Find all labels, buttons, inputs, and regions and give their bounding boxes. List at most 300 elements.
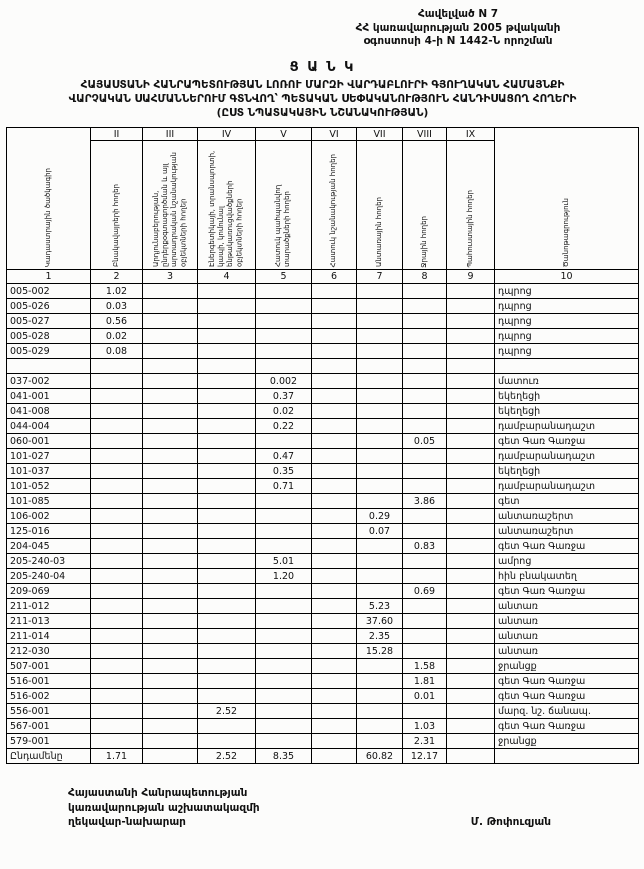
column-numbers-row bbox=[7, 270, 639, 284]
cadastral-code-cell: 516-002 bbox=[7, 689, 91, 704]
column-number: 1 bbox=[7, 270, 91, 284]
note-cell: անտառ bbox=[495, 644, 639, 659]
value-cell bbox=[91, 434, 143, 449]
value-cell: 0.05 bbox=[403, 434, 447, 449]
value-cell bbox=[198, 299, 256, 314]
header-cadastral-code-label: Կադաստրային ծածկագիր bbox=[43, 168, 52, 268]
value-cell bbox=[198, 524, 256, 539]
value-cell bbox=[357, 359, 403, 374]
total-value-cell bbox=[312, 749, 357, 764]
value-cell bbox=[198, 674, 256, 689]
value-cell bbox=[357, 464, 403, 479]
roman-numeral: IV bbox=[198, 128, 256, 141]
value-cell bbox=[403, 344, 447, 359]
value-cell bbox=[312, 449, 357, 464]
value-cell: 5.23 bbox=[357, 599, 403, 614]
column-number: 5 bbox=[256, 270, 312, 284]
value-cell bbox=[403, 329, 447, 344]
roman-numeral: VI bbox=[312, 128, 357, 141]
value-cell bbox=[198, 479, 256, 494]
note-cell: եկեղեցի bbox=[495, 464, 639, 479]
value-cell bbox=[312, 344, 357, 359]
value-cell bbox=[143, 674, 198, 689]
header-note-label: Ծանոթագրություն bbox=[561, 198, 570, 268]
cadastral-code-cell: 209-069 bbox=[7, 584, 91, 599]
note-cell: եկեղեցի bbox=[495, 404, 639, 419]
value-cell bbox=[312, 629, 357, 644]
value-cell bbox=[143, 629, 198, 644]
value-cell bbox=[143, 524, 198, 539]
header-infrastructure-lands: Էներգետիկայի, տրանսպորտի, կապի, կոմունալ ենթակառուցվածքների օբյեկտների հողեր bbox=[198, 141, 256, 270]
value-cell bbox=[447, 644, 495, 659]
value-cell bbox=[447, 659, 495, 674]
table-row bbox=[7, 509, 639, 524]
cadastral-code-cell: 101-027 bbox=[7, 449, 91, 464]
roman-numeral: III bbox=[143, 128, 198, 141]
value-cell bbox=[91, 374, 143, 389]
value-cell bbox=[357, 539, 403, 554]
value-cell bbox=[357, 734, 403, 749]
value-cell bbox=[357, 674, 403, 689]
value-cell bbox=[357, 689, 403, 704]
value-cell bbox=[198, 344, 256, 359]
value-cell bbox=[447, 299, 495, 314]
value-cell: 0.002 bbox=[256, 374, 312, 389]
value-cell bbox=[198, 284, 256, 299]
value-cell bbox=[198, 464, 256, 479]
value-cell bbox=[143, 449, 198, 464]
value-cell bbox=[198, 374, 256, 389]
cadastral-code-cell: 567-001 bbox=[7, 719, 91, 734]
value-cell bbox=[198, 389, 256, 404]
table-row bbox=[7, 344, 639, 359]
value-cell bbox=[312, 284, 357, 299]
value-cell bbox=[91, 389, 143, 404]
header-note bbox=[495, 128, 639, 270]
note-cell: դամբարանադաշտ bbox=[495, 449, 639, 464]
value-cell bbox=[357, 434, 403, 449]
signatory-title-line-1: Հայաստանի Հանրապետության bbox=[68, 787, 248, 800]
note-cell: մատուռ bbox=[495, 374, 639, 389]
value-cell bbox=[403, 389, 447, 404]
value-cell bbox=[91, 719, 143, 734]
table-row bbox=[7, 629, 639, 644]
value-cell bbox=[91, 734, 143, 749]
cadastral-code-cell: 060-001 bbox=[7, 434, 91, 449]
total-value-cell bbox=[447, 749, 495, 764]
header-forest-lands: Անտառային հողեր bbox=[357, 141, 403, 270]
table-row bbox=[7, 359, 639, 374]
value-cell bbox=[256, 704, 312, 719]
appendix-decree-line1: ՀՀ կառավարության 2005 թվականի bbox=[355, 21, 561, 34]
value-cell bbox=[357, 704, 403, 719]
value-cell: 2.35 bbox=[357, 629, 403, 644]
value-cell bbox=[198, 719, 256, 734]
table-row bbox=[7, 554, 639, 569]
value-cell bbox=[357, 344, 403, 359]
value-cell: 0.47 bbox=[256, 449, 312, 464]
value-cell bbox=[447, 704, 495, 719]
value-cell bbox=[91, 539, 143, 554]
value-cell bbox=[357, 284, 403, 299]
value-cell bbox=[91, 569, 143, 584]
total-value-cell: 12.17 bbox=[403, 749, 447, 764]
value-cell bbox=[403, 374, 447, 389]
value-cell bbox=[403, 554, 447, 569]
value-cell bbox=[357, 299, 403, 314]
note-cell: ջրանցք bbox=[495, 734, 639, 749]
table-row bbox=[7, 329, 639, 344]
header-cadastral-code bbox=[7, 128, 91, 270]
value-cell bbox=[143, 419, 198, 434]
value-cell bbox=[91, 419, 143, 434]
total-label: Ընդամենը bbox=[7, 749, 91, 764]
value-cell bbox=[312, 539, 357, 554]
value-cell bbox=[198, 539, 256, 554]
value-cell bbox=[256, 599, 312, 614]
cadastral-code-cell: 005-026 bbox=[7, 299, 91, 314]
note-cell: հին բնակատեղ bbox=[495, 569, 639, 584]
value-cell bbox=[403, 464, 447, 479]
note-cell: դպրոց bbox=[495, 299, 639, 314]
value-cell bbox=[198, 419, 256, 434]
value-cell bbox=[312, 329, 357, 344]
value-cell bbox=[198, 434, 256, 449]
note-cell: անտառ bbox=[495, 629, 639, 644]
value-cell bbox=[403, 449, 447, 464]
column-number: 2 bbox=[91, 270, 143, 284]
signatory-title bbox=[68, 786, 260, 829]
value-cell bbox=[403, 704, 447, 719]
value-cell bbox=[91, 614, 143, 629]
value-cell bbox=[198, 329, 256, 344]
value-cell bbox=[312, 644, 357, 659]
total-value-cell: 8.35 bbox=[256, 749, 312, 764]
value-cell bbox=[256, 584, 312, 599]
value-cell bbox=[312, 434, 357, 449]
value-cell bbox=[198, 569, 256, 584]
value-cell bbox=[143, 644, 198, 659]
value-cell: 0.83 bbox=[403, 539, 447, 554]
header-protected-lands: Հատուկ պահպանվող տարածքների հողեր bbox=[256, 141, 312, 270]
value-cell bbox=[256, 674, 312, 689]
value-cell bbox=[447, 689, 495, 704]
value-cell bbox=[312, 584, 357, 599]
title-block bbox=[6, 60, 639, 121]
table-row bbox=[7, 404, 639, 419]
value-cell bbox=[256, 659, 312, 674]
column-number: 3 bbox=[143, 270, 198, 284]
value-cell bbox=[143, 314, 198, 329]
value-cell bbox=[198, 599, 256, 614]
value-cell: 1.58 bbox=[403, 659, 447, 674]
value-cell bbox=[447, 734, 495, 749]
value-cell bbox=[357, 554, 403, 569]
value-cell bbox=[403, 299, 447, 314]
cadastral-code-cell: 204-045 bbox=[7, 539, 91, 554]
appendix-reference bbox=[293, 8, 623, 49]
value-cell bbox=[256, 494, 312, 509]
column-number: 7 bbox=[357, 270, 403, 284]
value-cell bbox=[91, 449, 143, 464]
value-cell bbox=[357, 494, 403, 509]
value-cell bbox=[357, 584, 403, 599]
value-cell bbox=[256, 719, 312, 734]
value-cell bbox=[447, 404, 495, 419]
value-cell bbox=[312, 554, 357, 569]
subtitle-line-3: (ԸՍՏ ՆՊԱՏԱԿԱՅԻՆ ՆՇԱՆԱԿՈՒԹՅԱՆ) bbox=[216, 107, 429, 120]
value-cell: 0.02 bbox=[256, 404, 312, 419]
value-cell bbox=[143, 479, 198, 494]
value-cell bbox=[256, 614, 312, 629]
value-cell bbox=[143, 344, 198, 359]
table-row bbox=[7, 299, 639, 314]
table-row bbox=[7, 389, 639, 404]
cadastral-code-cell: 005-027 bbox=[7, 314, 91, 329]
value-cell bbox=[403, 419, 447, 434]
value-cell bbox=[256, 509, 312, 524]
cadastral-code-cell: 037-002 bbox=[7, 374, 91, 389]
value-cell bbox=[357, 329, 403, 344]
value-cell bbox=[447, 629, 495, 644]
value-cell bbox=[447, 449, 495, 464]
value-cell bbox=[143, 329, 198, 344]
value-cell bbox=[447, 614, 495, 629]
cadastral-code-cell: 101-037 bbox=[7, 464, 91, 479]
value-cell bbox=[256, 344, 312, 359]
table-row bbox=[7, 494, 639, 509]
land-table bbox=[6, 127, 639, 764]
value-cell bbox=[403, 599, 447, 614]
roman-numerals-row bbox=[7, 128, 639, 141]
cadastral-code-cell: 579-001 bbox=[7, 734, 91, 749]
cadastral-code-cell: 507-001 bbox=[7, 659, 91, 674]
value-cell: 1.03 bbox=[403, 719, 447, 734]
value-cell bbox=[91, 524, 143, 539]
value-cell bbox=[256, 284, 312, 299]
value-cell bbox=[312, 314, 357, 329]
value-cell bbox=[91, 464, 143, 479]
value-cell bbox=[143, 389, 198, 404]
column-number: 8 bbox=[403, 270, 447, 284]
value-cell bbox=[256, 299, 312, 314]
roman-numeral: VIII bbox=[403, 128, 447, 141]
value-cell bbox=[143, 569, 198, 584]
value-cell bbox=[256, 434, 312, 449]
roman-numeral: II bbox=[91, 128, 143, 141]
value-cell bbox=[447, 719, 495, 734]
note-cell: գետ Գառ Գառջա bbox=[495, 719, 639, 734]
value-cell bbox=[447, 284, 495, 299]
value-cell bbox=[447, 314, 495, 329]
roman-numeral: IX bbox=[447, 128, 495, 141]
value-cell: 0.02 bbox=[91, 329, 143, 344]
value-cell bbox=[447, 359, 495, 374]
value-cell bbox=[198, 584, 256, 599]
value-cell bbox=[357, 719, 403, 734]
value-cell bbox=[91, 704, 143, 719]
value-cell bbox=[256, 689, 312, 704]
value-cell bbox=[91, 644, 143, 659]
total-value-cell: 2.52 bbox=[198, 749, 256, 764]
value-cell bbox=[91, 359, 143, 374]
value-cell bbox=[403, 284, 447, 299]
value-cell bbox=[357, 449, 403, 464]
value-cell bbox=[312, 404, 357, 419]
value-cell bbox=[403, 614, 447, 629]
cadastral-code-cell: 211-014 bbox=[7, 629, 91, 644]
cadastral-code-cell: 005-002 bbox=[7, 284, 91, 299]
cadastral-code-cell: 101-052 bbox=[7, 479, 91, 494]
cadastral-code-cell: 101-085 bbox=[7, 494, 91, 509]
note-cell: անտառաշերտ bbox=[495, 509, 639, 524]
note-cell: անտառ bbox=[495, 599, 639, 614]
note-cell: դպրոց bbox=[495, 344, 639, 359]
value-cell bbox=[312, 599, 357, 614]
page-title: Ց Ա Ն Կ bbox=[289, 59, 356, 75]
subtitle-line-2: ՎԱՐՉԱԿԱՆ ՍԱՀՄԱՆՆԵՐՈՒՄ ԳՏՆՎՈՂ՝ ՊԵՏԱԿԱՆ ՍԵՓԱԿԱՆՈՒԹՅՈՒՆ ՀԱՆԴԻՍԱՑՈՂ ՀՈՂԵՐԻ bbox=[68, 93, 577, 106]
value-cell bbox=[198, 734, 256, 749]
value-cell bbox=[143, 509, 198, 524]
note-cell: ջրանցք bbox=[495, 659, 639, 674]
value-cell bbox=[312, 614, 357, 629]
value-cell bbox=[447, 434, 495, 449]
table-row bbox=[7, 524, 639, 539]
value-cell bbox=[256, 539, 312, 554]
roman-numeral: VII bbox=[357, 128, 403, 141]
column-number: 6 bbox=[312, 270, 357, 284]
total-value-cell bbox=[143, 749, 198, 764]
table-row bbox=[7, 449, 639, 464]
value-cell bbox=[312, 674, 357, 689]
value-cell: 1.81 bbox=[403, 674, 447, 689]
header-water-lands: Ջրային հողեր bbox=[403, 141, 447, 270]
value-cell bbox=[256, 734, 312, 749]
value-cell: 0.69 bbox=[403, 584, 447, 599]
value-cell: 0.01 bbox=[403, 689, 447, 704]
value-cell bbox=[143, 734, 198, 749]
value-cell: 1.02 bbox=[91, 284, 143, 299]
cadastral-code-cell: 205-240-03 bbox=[7, 554, 91, 569]
value-cell: 0.35 bbox=[256, 464, 312, 479]
cadastral-code-cell: 212-030 bbox=[7, 644, 91, 659]
value-cell: 1.20 bbox=[256, 569, 312, 584]
value-cell bbox=[143, 284, 198, 299]
signatory-title-line-3: ղեկավար-նախարար bbox=[68, 815, 186, 828]
value-cell bbox=[143, 719, 198, 734]
value-cell bbox=[447, 584, 495, 599]
value-cell bbox=[143, 374, 198, 389]
table-row bbox=[7, 434, 639, 449]
note-cell: դպրոց bbox=[495, 284, 639, 299]
value-cell: 5.01 bbox=[256, 554, 312, 569]
header-industrial-lands: Արդյունաբերության, ընդերքօգտագործման և այլ արտադրական նշանակության օբյեկտների հողեր bbox=[143, 141, 198, 270]
note-cell: դպրոց bbox=[495, 329, 639, 344]
value-cell bbox=[403, 524, 447, 539]
cadastral-code-cell: 205-240-04 bbox=[7, 569, 91, 584]
value-cell bbox=[312, 299, 357, 314]
header-reserve-lands: Պահուստային հողեր bbox=[447, 141, 495, 270]
table-row bbox=[7, 479, 639, 494]
value-cell bbox=[143, 494, 198, 509]
value-cell bbox=[447, 509, 495, 524]
note-cell: մարզ. նշ. ճանապ. bbox=[495, 704, 639, 719]
table-row bbox=[7, 464, 639, 479]
note-cell: ամրոց bbox=[495, 554, 639, 569]
value-cell bbox=[357, 479, 403, 494]
value-cell bbox=[91, 629, 143, 644]
note-cell: գետ Գառ Գառջա bbox=[495, 539, 639, 554]
table-row bbox=[7, 674, 639, 689]
value-cell: 0.56 bbox=[91, 314, 143, 329]
value-cell bbox=[143, 599, 198, 614]
value-cell bbox=[447, 329, 495, 344]
value-cell: 2.52 bbox=[198, 704, 256, 719]
value-cell bbox=[198, 629, 256, 644]
cadastral-code-cell: 516-001 bbox=[7, 674, 91, 689]
value-cell bbox=[256, 329, 312, 344]
value-cell bbox=[198, 494, 256, 509]
table-row bbox=[7, 569, 639, 584]
value-cell bbox=[447, 539, 495, 554]
signatory-title-line-2: կառավարության աշխատակազմի bbox=[68, 801, 260, 814]
value-cell bbox=[447, 374, 495, 389]
value-cell bbox=[447, 494, 495, 509]
value-cell bbox=[143, 464, 198, 479]
value-cell bbox=[198, 509, 256, 524]
value-cell bbox=[312, 464, 357, 479]
value-cell bbox=[198, 404, 256, 419]
roman-numeral: V bbox=[256, 128, 312, 141]
note-cell: անտառ bbox=[495, 614, 639, 629]
header-settlement-lands: Բնակավայրերի հողեր bbox=[91, 141, 143, 270]
value-cell bbox=[403, 314, 447, 329]
cadastral-code-cell: 125-016 bbox=[7, 524, 91, 539]
value-cell bbox=[312, 374, 357, 389]
value-cell bbox=[256, 524, 312, 539]
value-cell bbox=[447, 599, 495, 614]
value-cell bbox=[357, 419, 403, 434]
column-number: 9 bbox=[447, 270, 495, 284]
note-cell: գետ Գառ Գառջա bbox=[495, 584, 639, 599]
value-cell bbox=[198, 314, 256, 329]
table-row bbox=[7, 284, 639, 299]
value-cell bbox=[312, 524, 357, 539]
note-cell: գետ Գառ Գառջա bbox=[495, 434, 639, 449]
cadastral-code-cell: 044-004 bbox=[7, 419, 91, 434]
value-cell bbox=[312, 569, 357, 584]
table-row bbox=[7, 419, 639, 434]
value-cell bbox=[198, 359, 256, 374]
value-cell bbox=[312, 689, 357, 704]
value-cell bbox=[357, 659, 403, 674]
note-cell: դպրոց bbox=[495, 314, 639, 329]
value-cell bbox=[143, 689, 198, 704]
value-cell bbox=[357, 569, 403, 584]
table-row bbox=[7, 374, 639, 389]
cadastral-code-cell: 211-012 bbox=[7, 599, 91, 614]
value-cell bbox=[91, 554, 143, 569]
value-cell: 0.37 bbox=[256, 389, 312, 404]
cadastral-code-cell: 556-001 bbox=[7, 704, 91, 719]
value-cell bbox=[91, 659, 143, 674]
value-cell: 0.08 bbox=[91, 344, 143, 359]
value-cell bbox=[312, 479, 357, 494]
cadastral-code-cell: 106-002 bbox=[7, 509, 91, 524]
value-cell bbox=[447, 524, 495, 539]
value-cell: 0.07 bbox=[357, 524, 403, 539]
value-cell bbox=[403, 509, 447, 524]
